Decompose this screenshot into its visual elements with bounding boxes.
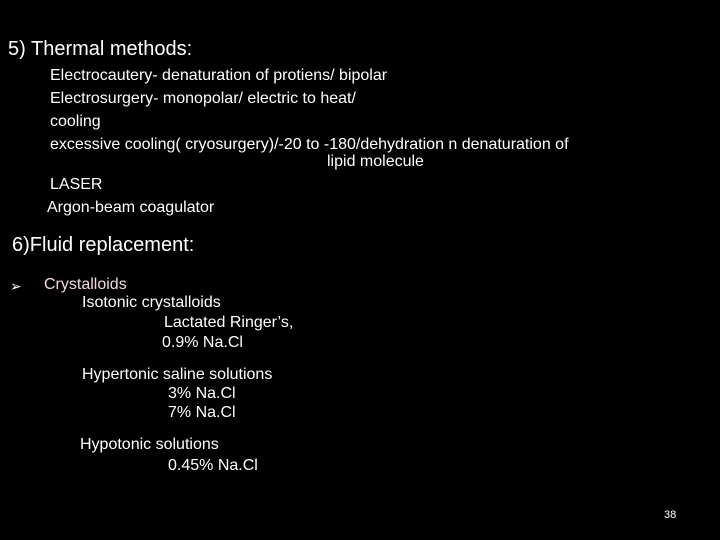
- thermal-line-argon: Argon-beam coagulator: [47, 199, 215, 216]
- thermal-line-electrocautery: Electrocautery- denaturation of protiens/ bipolar: [50, 67, 388, 84]
- isotonic-item: Lactated Ringer’s,: [164, 314, 294, 331]
- thermal-line-laser: LASER: [50, 176, 103, 193]
- hypotonic-item: 0.45% Na.Cl: [168, 457, 258, 474]
- hypotonic-heading: Hypotonic solutions: [80, 436, 219, 453]
- hypertonic-heading: Hypertonic saline solutions: [82, 366, 273, 383]
- crystalloids-label: Crystalloids: [44, 276, 127, 293]
- thermal-line-lipid: lipid molecule: [327, 153, 424, 170]
- section5-title: 5) Thermal methods:: [8, 38, 193, 60]
- hypertonic-item: 7% Na.Cl: [168, 404, 236, 421]
- thermal-line-cryosurgery: excessive cooling( cryosurgery)/-20 to -180/dehydration n denaturation of: [50, 136, 569, 153]
- isotonic-item: 0.9% Na.Cl: [162, 334, 243, 351]
- hypertonic-item: 3% Na.Cl: [168, 385, 236, 402]
- page-number: 38: [664, 509, 677, 521]
- arrow-bullet-icon: ➢: [10, 278, 22, 294]
- thermal-line-cooling: cooling: [50, 113, 101, 130]
- section6-title: 6)Fluid replacement:: [12, 234, 195, 256]
- isotonic-heading: Isotonic crystalloids: [82, 294, 221, 311]
- thermal-line-electrosurgery: Electrosurgery- monopolar/ electric to heat/: [50, 90, 356, 107]
